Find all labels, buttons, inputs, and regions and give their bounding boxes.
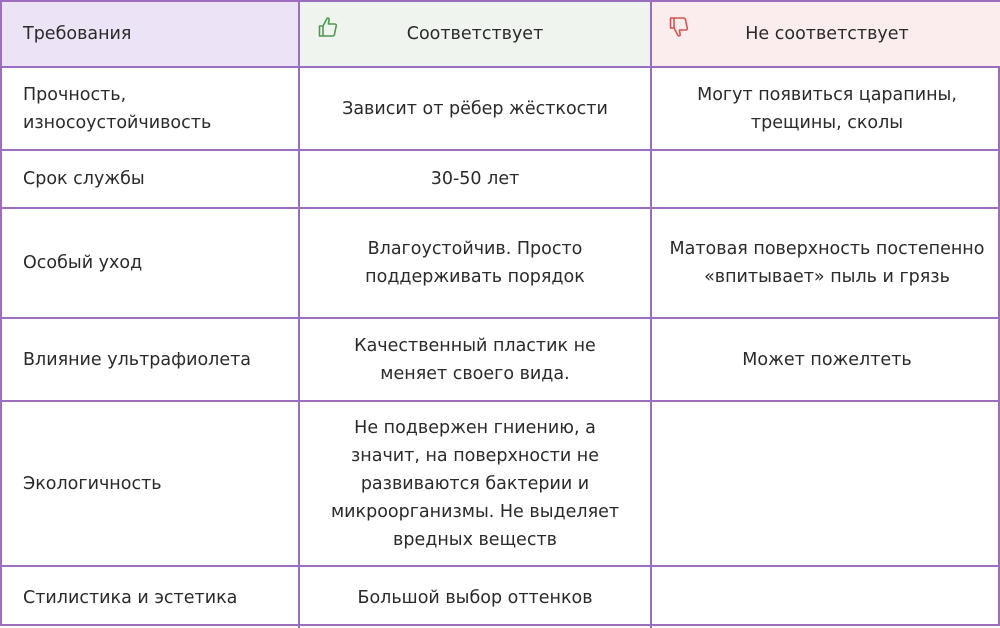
row-no-match: Может пожелтеть [652,319,1000,402]
row-requirement: Влияние ультрафиолета [2,319,300,402]
header-match [300,2,652,68]
row-no-match: Могут появиться царапины, трещины, сколы [652,68,1000,151]
row-match: 30-50 лет [300,151,652,209]
header-match-label: Соответствует [406,24,544,44]
row-match: Не подвержен гниению, а значит, на поверхности не развиваются бактерии и микроорганизмы. Не выделяет вредных веществ [300,402,652,567]
row-match: Качественный пластик не меняет своего вида. [300,319,652,402]
header-no-match-label: Не соответствует [745,24,909,44]
row-match: Большой выбор оттенков [300,567,652,628]
row-no-match [652,402,1000,567]
row-requirement: Особый уход [2,209,300,319]
row-requirement: Прочность, износоустойчивость [2,68,300,151]
row-requirement: Срок службы [2,151,300,209]
header-requirements [2,2,300,68]
thumbs-up-icon [318,16,338,38]
row-no-match [652,567,1000,628]
row-requirement: Экологичность [2,402,300,567]
row-match: Зависит от рёбер жёсткости [300,68,652,151]
row-match: Влагоустойчив. Просто поддерживать порядок [300,209,652,319]
header-requirements-label: Требования [23,24,132,44]
thumbs-down-icon [669,16,689,38]
row-no-match [652,151,1000,209]
row-no-match: Матовая поверхность постепенно «впитывает» пыль и грязь [652,209,1000,319]
header-no-match [652,2,1000,68]
row-requirement: Стилистика и эстетика [2,567,300,628]
